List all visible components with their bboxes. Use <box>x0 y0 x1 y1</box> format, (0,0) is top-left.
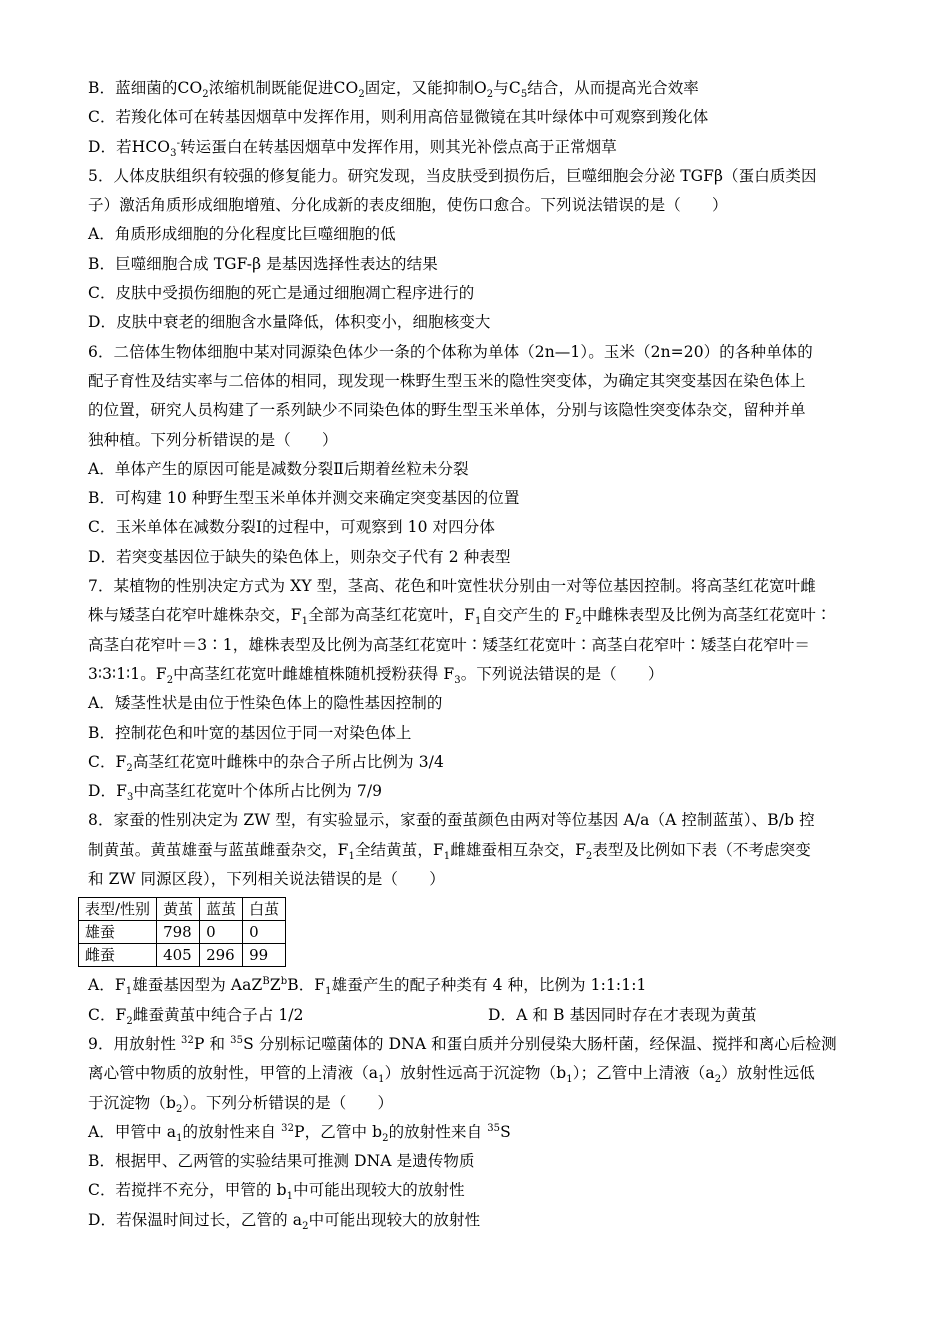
q6-stem-line3: 的位置，研究人员构建了一系列缺少不同染色体的野生型玉米单体，分别与该隐性突变体杂交，留种并单 <box>88 401 806 420</box>
q9-option-c: C．若搅拌不充分，甲管的 $b_1$中可能出现较大的放射性 <box>88 1181 465 1203</box>
q4-option-b: B．蓝细菌的$CO_2$浓缩机制既能促进$CO_2$固定，又能抑制$O_2$与$C_5$结合，从而提高光合效率 <box>88 79 699 101</box>
q8-option-c: C．$F_2$雌蚕黄茧中纯合子占 1/2 <box>88 1005 304 1027</box>
table-row <box>79 921 286 944</box>
table-cell: 99 <box>243 944 286 967</box>
q8-phenotype-table <box>78 897 286 967</box>
q4-option-d: D．若$HCO_3^-$转运蛋白在转基因烟草中发挥作用，则其光补偿点高于正常烟草 <box>88 137 617 159</box>
q8-stem-line1: 8．家蚕的性别决定为 ZW 型，有实验显示，家蚕的蚕茧颜色由两对等位基因 A/a（A 控制蓝茧）、B/b 控 <box>88 811 815 830</box>
q7-stem-line2: 株与矮茎白花窄叶雄株杂交，$F_1$全部为高茎红花宽叶，$F_1$自交产生的 $F_2$中雌株表型及比例为高茎红花宽叶∶ <box>88 606 832 628</box>
q9-stem-line1: 9．用放射性 $^{32}$P 和 $^{35}$S 分别标记噬菌体的 DNA 和蛋白质并分别侵染大肠杆菌，经保温、搅拌和离心后检测 <box>88 1034 837 1053</box>
q5-stem-line1: 5．人体皮肤组织有较强的修复能力。研究发现，当皮肤受到损伤后，巨噬细胞会分泌 TGFβ（蛋白质类因 <box>88 166 817 185</box>
table-header-row <box>79 898 286 921</box>
q5-option-c: C．皮肤中受损伤细胞的死亡是通过细胞凋亡程序进行的 <box>88 284 475 303</box>
table-cell: 405 <box>157 944 200 967</box>
q9-option-d: D．若保温时间过长，乙管的 $a_2$中可能出现较大的放射性 <box>88 1210 481 1232</box>
table-header-cell: 白茧 <box>243 898 286 921</box>
table-header-cell: 蓝茧 <box>200 898 243 921</box>
q7-option-d: D．$F_3$中高茎红花宽叶个体所占比例为 7/9 <box>88 782 383 804</box>
q8-options-cd <box>88 1001 868 1030</box>
q5-option-d: D．皮肤中衰老的细胞含水量降低，体积变小，细胞核变大 <box>88 313 491 332</box>
q6-option-c: C．玉米单体在减数分裂Ⅰ的过程中，可观察到 10 对四分体 <box>88 518 495 537</box>
q6-option-b: B．可构建 10 种野生型玉米单体并测交来确定突变基因的位置 <box>88 489 520 508</box>
q7-stem-line4: 3∶3∶1∶1。$F_2$中高茎红花宽叶雌雄植株随机授粉获得 $F_3$。下列说法错误的是（ ） <box>88 664 664 687</box>
q9-option-b: B．根据甲、乙两管的实验结果可推测 DNA 是遗传物质 <box>88 1152 475 1171</box>
table-header-cell: 表型/性别 <box>79 898 157 921</box>
q8-stem-line2: 制黄茧。黄茧雄蚕与蓝茧雌蚕杂交，$F_1$全结黄茧，$F_1$雌雄蚕相互杂交，$F_2$表型及比例如下表（不考虑突变 <box>88 840 811 862</box>
q7-option-b: B．控制花色和叶宽的基因位于同一对染色体上 <box>88 723 412 742</box>
table-cell: 0 <box>200 921 243 944</box>
q7-stem-line1: 7．某植物的性别决定方式为 XY 型，茎高、花色和叶宽性状分别由一对等位基因控制。将高茎红花宽叶雌 <box>88 577 816 596</box>
table-row <box>79 944 286 967</box>
table-cell: 0 <box>243 921 286 944</box>
table-cell: 雄蚕 <box>79 921 157 944</box>
q6-stem-line1: 6．二倍体生物体细胞中某对同源染色体少一条的个体称为单体（2n—1）。玉米（2n=20）的各种单体的 <box>88 342 813 361</box>
q5-option-a: A．角质形成细胞的分化程度比巨噬细胞的低 <box>88 225 396 244</box>
q5-option-b: B．巨噬细胞合成 TGF-β 是基因选择性表达的结果 <box>88 254 438 273</box>
q6-stem-line2: 配子育性及结实率与二倍体的相同，现发现一株野生型玉米的隐性突变体，为确定其突变基因在染色体上 <box>88 371 806 390</box>
q7-option-c: C．$F_2$高茎红花宽叶雌株中的杂合子所占比例为 3/4 <box>88 752 444 774</box>
q8-stem-line3: 和 ZW 同源区段），下列相关说法错误的是（ ） <box>88 870 445 889</box>
q8-option-d: D．A 和 B 基因同时存在才表现为黄茧 <box>488 1005 757 1024</box>
q7-stem-line3: 高茎白花窄叶＝3∶1，雄株表型及比例为高茎红花宽叶∶矮茎红花宽叶∶高茎白花窄叶∶矮茎白花窄叶＝ <box>88 635 810 654</box>
table-cell: 798 <box>157 921 200 944</box>
q9-stem-line2: 离心管中物质的放射性，甲管的上清液$(a_1)$放射性远高于沉淀物$(b_1)$；乙管中上清液$(a_2)$放射性远低 <box>88 1064 815 1086</box>
table-header-cell: 黄茧 <box>157 898 200 921</box>
q6-option-a: A．单体产生的原因可能是减数分裂Ⅱ后期着丝粒未分裂 <box>88 459 469 478</box>
q9-option-a: A．甲管中 $a_1$的放射性来自 $^{32}$P，乙管中 $b_2$的放射性来自 $^{35}$S <box>88 1122 511 1144</box>
table-cell: 296 <box>200 944 243 967</box>
q6-option-d: D．若突变基因位于缺失的染色体上，则杂交子代有 2 种表型 <box>88 547 511 566</box>
exam-page <box>85 74 868 1235</box>
q6-stem-line4: 独种植。下列分析错误的是（ ） <box>88 430 338 449</box>
q4-option-c: C．若羧化体可在转基因烟草中发挥作用，则利用高倍显微镜在其叶绿体中可观察到羧化体 <box>88 108 709 127</box>
q5-stem-line2: 子）激活角质形成细胞增殖、分化成新的表皮细胞，使伤口愈合。下列说法错误的是（ ） <box>88 196 728 215</box>
q7-option-a: A．矮茎性状是由位于性染色体上的隐性基因控制的 <box>88 694 443 713</box>
q8-options-ab: A．$F_1$雄蚕基因型为 $AaZ^BZ^bB$．$F_1$雄蚕产生的配子种类有 4 种，比例为 1:1:1:1 <box>88 976 647 998</box>
q9-stem-line3: 于沉淀物$(b_2)$。下列分析错误的是（ ） <box>88 1093 394 1115</box>
table-cell: 雌蚕 <box>79 944 157 967</box>
